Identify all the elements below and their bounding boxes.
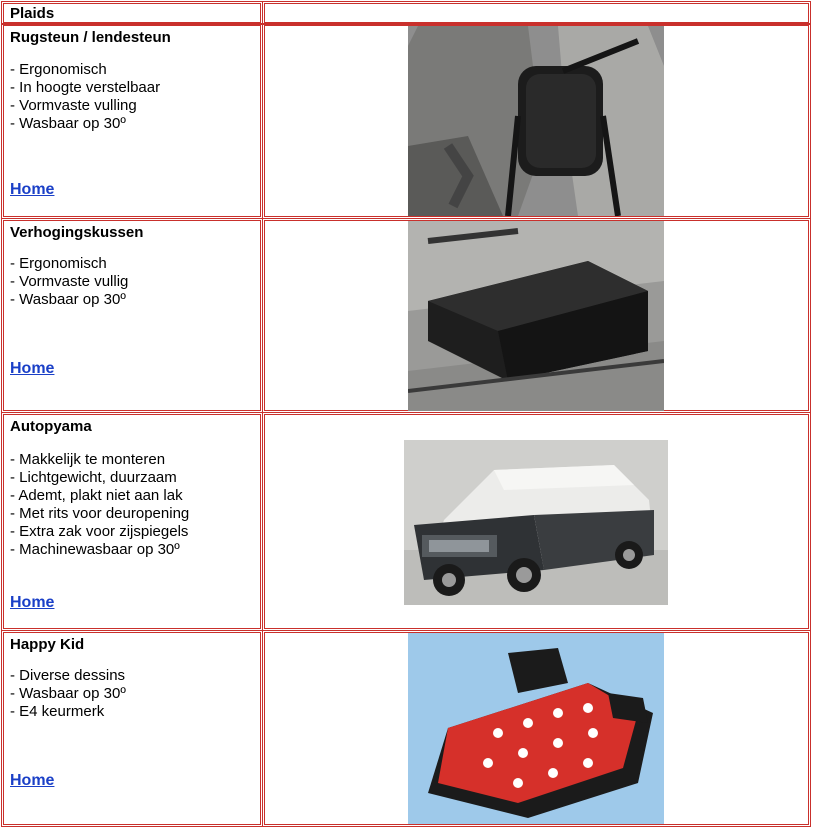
feature-item: - Machinewasbaar op 30º	[10, 541, 180, 558]
home-link[interactable]: Home	[10, 772, 55, 789]
feature-item: - E4 keurmerk	[10, 703, 105, 720]
feature-item: - Vormvaste vullig	[10, 273, 129, 290]
booster-cushion-photo	[408, 221, 664, 411]
booster-seat-photo	[408, 633, 664, 824]
product-row-verhogingskussen	[3, 220, 261, 411]
feature-item: - Diverse dessins	[10, 667, 126, 684]
feature-item: - Ergonomisch	[10, 255, 107, 272]
header-cell-empty	[264, 3, 809, 23]
product-title: Rugsteun / lendesteun	[10, 29, 171, 46]
home-link[interactable]: Home	[10, 594, 55, 611]
table-title: Plaids	[10, 5, 55, 22]
product-image-cell	[264, 25, 809, 217]
product-image-cell	[264, 220, 809, 411]
feature-item: - In hoogte verstelbaar	[10, 79, 161, 96]
feature-item: - Wasbaar op 30º	[10, 115, 126, 132]
lumbar-cushion-photo	[408, 26, 664, 216]
feature-item: - Ademt, plakt niet aan lak	[10, 487, 183, 504]
product-title: Verhogingskussen	[10, 224, 144, 241]
product-row-autopyama	[3, 414, 261, 629]
home-link[interactable]: Home	[10, 181, 55, 198]
feature-item: - Vormvaste vulling	[10, 97, 137, 114]
product-image-cell	[264, 414, 809, 629]
home-link[interactable]: Home	[10, 360, 55, 377]
feature-item: - Ergonomisch	[10, 61, 107, 78]
feature-item: - Extra zak voor zijspiegels	[10, 523, 189, 540]
product-row-rugsteun	[3, 25, 261, 217]
feature-item: - Wasbaar op 30º	[10, 291, 126, 308]
product-image-cell	[264, 632, 809, 825]
feature-item: - Wasbaar op 30º	[10, 685, 126, 702]
feature-item: - Makkelijk te monteren	[10, 451, 166, 468]
header-cell-title	[3, 3, 261, 23]
product-row-happy-kid	[3, 632, 261, 825]
product-title: Happy Kid	[10, 636, 85, 653]
feature-item: - Lichtgewicht, duurzaam	[10, 469, 177, 486]
feature-item: - Met rits voor deuropening	[10, 505, 190, 522]
car-cover-photo	[404, 440, 668, 605]
product-title: Autopyama	[10, 418, 92, 435]
